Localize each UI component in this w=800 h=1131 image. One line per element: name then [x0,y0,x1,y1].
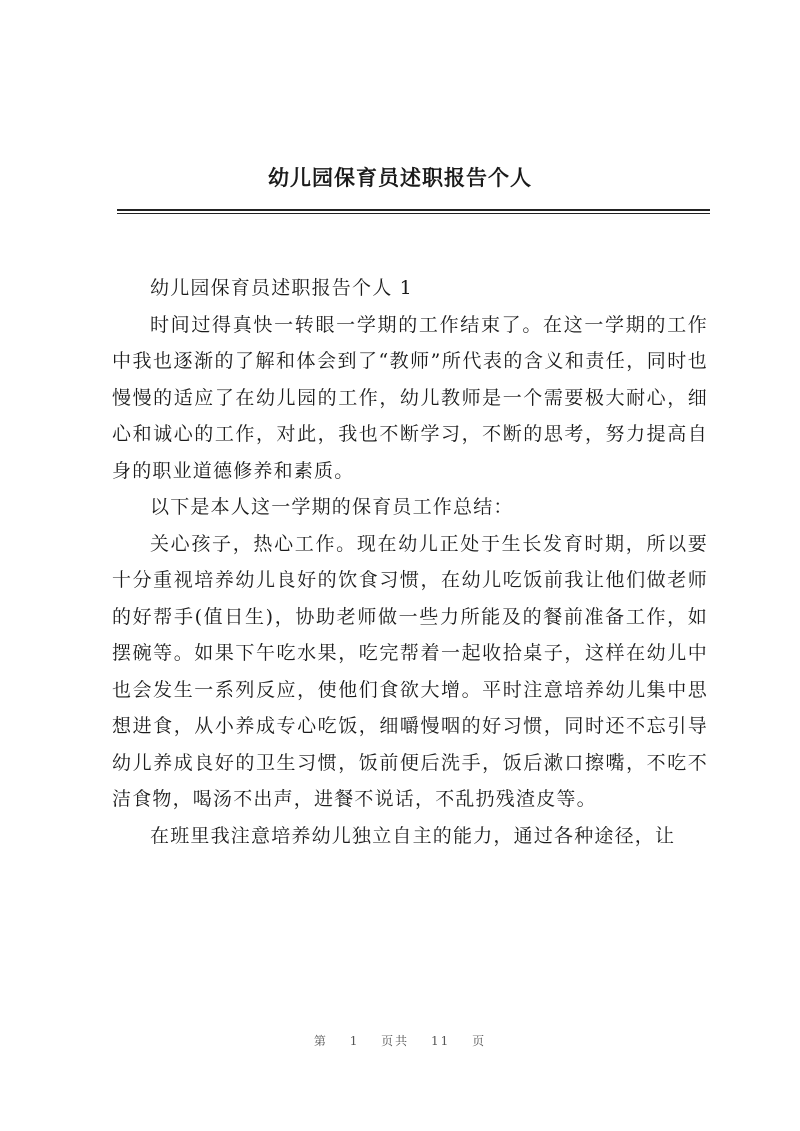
page-footer [0,1032,800,1049]
footer-total-pages: 11 [431,1034,451,1048]
paragraph: 时间过得真快一转眼一学期的工作结束了。在这一学期的工作中我也逐渐的了解和体会到了“教师”所代表的含义和责任，同时也慢慢的适应了在幼儿园的工作，幼儿教师是一个需要极大耐心，细心和诚心的工作，对此，我也不断学习，不断的思考，努力提高自身的职业道德修养和素质。 [112,313,708,482]
section-heading: 幼儿园保育员述职报告个人 1 [150,277,413,299]
footer-label-pages: 页 [472,1034,487,1048]
paragraph: 以下是本人这一学期的保育员工作总结： [150,496,514,518]
paragraph: 关心孩子，热心工作。现在幼儿正处于生长发育时期，所以要十分重视培养幼儿良好的饮食习惯，在幼儿吃饭前我让他们做老师的好帮手(值日生)，协助老师做一些力所能及的餐前准备工作，如摆碗等。如果下午吃水果，吃完帮着一起收拾桌子，这样在幼儿中也会发生一系列反应，使他们食欲大增。平时注意培养幼儿集中思想进食，从小养成专心吃饭，细嚼慢咽的好习惯，同时还不忘引导幼儿养成良好的卫生习惯，饭前便后洗手，饭后漱口擦嘴，不吃不洁食物，喝汤不出声，进餐不说话，不乱扔残渣皮等。 [112,532,708,810]
title-underline [117,209,710,211]
title-underline-thin [117,213,710,214]
footer-current-page: 1 [349,1034,360,1048]
document-title: 幼儿园保育员述职报告个人 [268,165,532,190]
document-body [112,270,708,854]
footer-label-of: 页共 [381,1034,410,1048]
paragraph: 在班里我注意培养幼儿独立自主的能力，通过各种途径，让 [150,824,676,847]
footer-label-page: 第 [313,1034,328,1048]
